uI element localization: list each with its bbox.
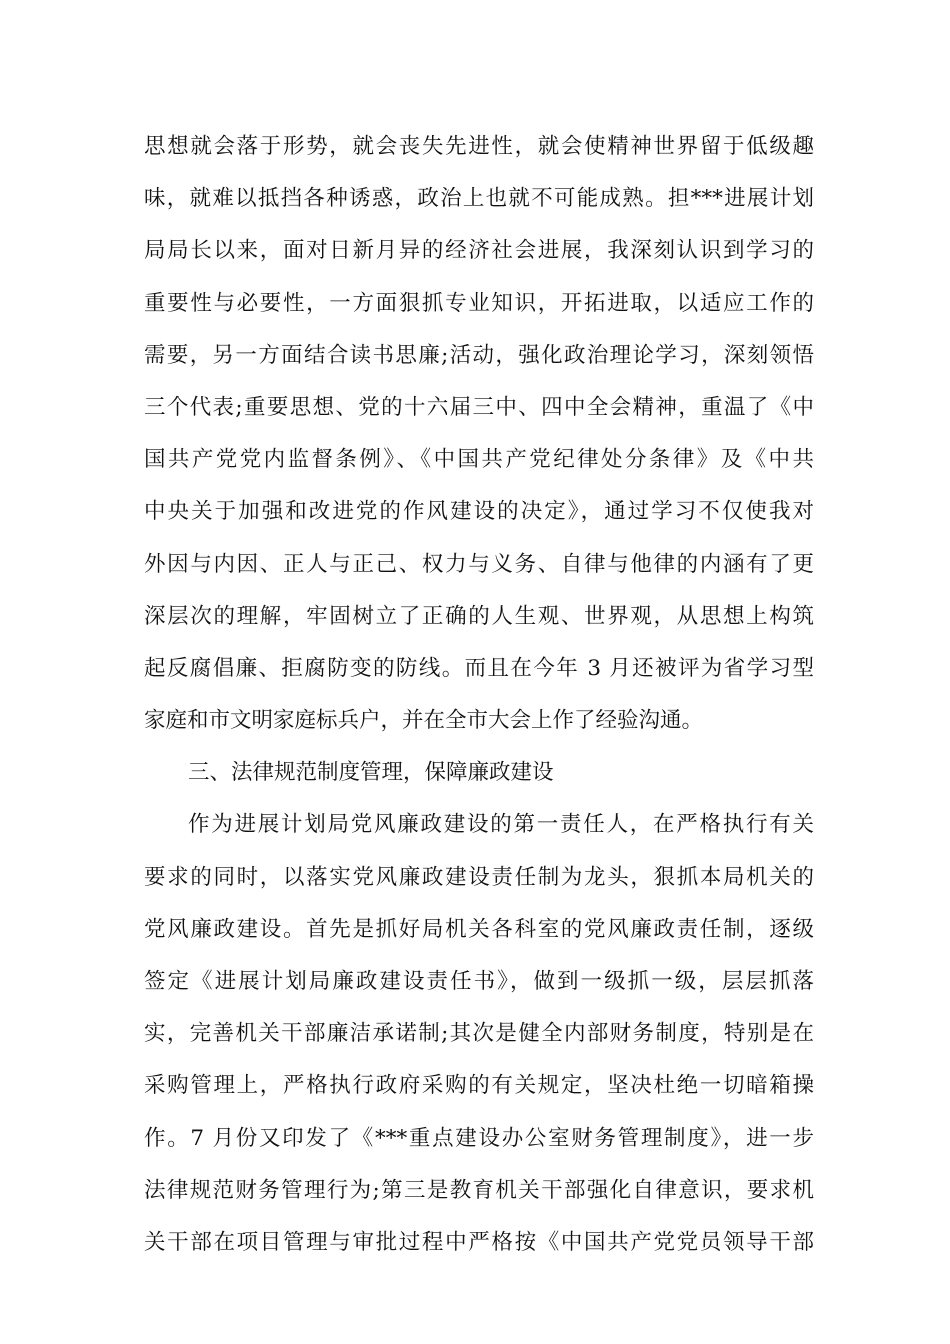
text-line: 作。7 月份又印发了《***重点建设办公室财务管理制度》，进一步 — [144, 1125, 814, 1151]
text-line: 签定《进展计划局廉政建设责任书》，做到一级抓一级，层层抓落 — [144, 969, 814, 994]
text-line: 国共产党党内监督条例》、《中国共产党纪律处分条律》及《中共 — [144, 447, 814, 473]
text-line: 思想就会落于形势，就会丧失先进性，就会使精神世界留于低级趣 — [144, 134, 814, 159]
text-line: 深层次的理解，牢固树立了正确的人生观、世界观，从思想上构筑 — [144, 603, 814, 629]
text-line: 需要，另一方面结合读书思廉;活动，强化政治理论学习，深刻领悟 — [144, 342, 814, 368]
paragraph-first-line: 作为进展计划局党风廉政建设的第一责任人，在严格执行有关 — [188, 812, 814, 838]
section-heading: 三、法律规范制度管理，保障廉政建设 — [188, 760, 554, 786]
body-text — [144, 128, 814, 1276]
paragraph-end-line: 家庭和市文明家庭标兵户，并在全市大会上作了经验沟通。 — [144, 708, 704, 734]
text-line: 重要性与必要性，一方面狠抓专业知识，开拓进取，以适应工作的 — [144, 290, 814, 316]
text-line: 外因与内因、正人与正己、权力与义务、自律与他律的内涵有了更 — [144, 551, 814, 577]
text-line: 党风廉政建设。首先是抓好局机关各科室的党风廉政责任制，逐级 — [144, 916, 814, 942]
text-line: 味，就难以抵挡各种诱惑，政治上也就不可能成熟。担***进展计划 — [144, 186, 814, 212]
text-line: 实，完善机关干部廉洁承诺制;其次是健全内部财务制度，特别是在 — [144, 1021, 814, 1047]
text-line: 采购管理上，严格执行政府采购的有关规定，坚决杜绝一切暗箱操 — [144, 1073, 814, 1099]
text-line: 关干部在项目管理与审批过程中严格按《中国共产党党员领导干部 — [144, 1229, 814, 1255]
text-line: 法律规范财务管理行为;第三是教育机关干部强化自律意识，要求机 — [144, 1177, 814, 1203]
text-line: 起反腐倡廉、拒腐防变的防线。而且在今年 3 月还被评为省学习型 — [144, 655, 814, 681]
text-line: 局局长以来，面对日新月异的经济社会进展，我深刻认识到学习的 — [144, 238, 814, 264]
text-line: 要求的同时，以落实党风廉政建设责任制为龙头，狠抓本局机关的 — [144, 864, 814, 890]
text-line: 三个代表;重要思想、党的十六届三中、四中全会精神，重温了《中 — [144, 394, 814, 420]
text-line: 中央关于加强和改进党的作风建设的决定》，通过学习不仅使我对 — [144, 499, 814, 525]
